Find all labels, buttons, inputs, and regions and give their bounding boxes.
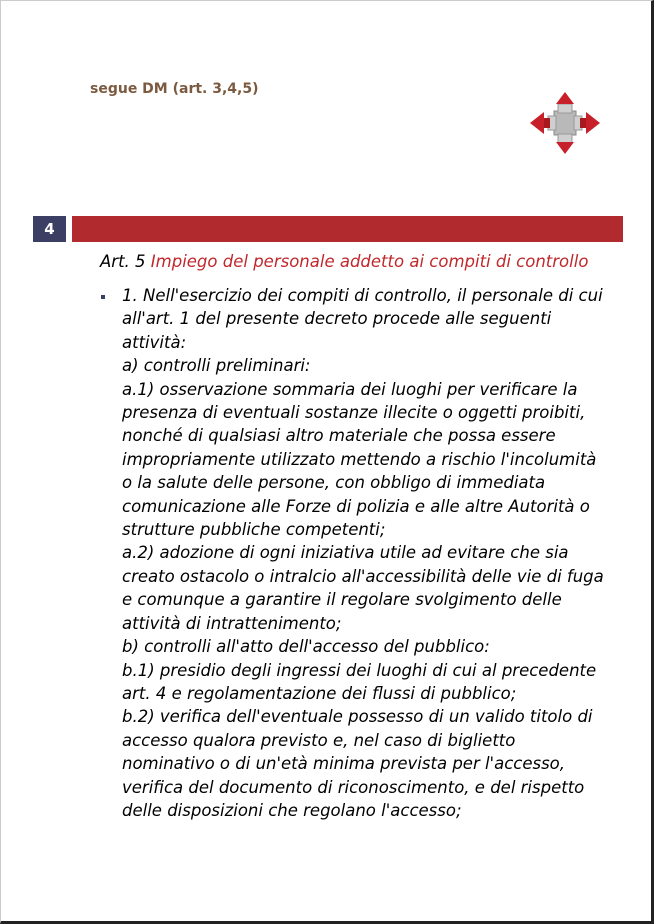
- body-line: strutture pubbliche competenti;: [122, 520, 386, 540]
- body-line: art. 4 e regolamentazione dei flussi di pubblico;: [122, 683, 517, 703]
- header-subtitle: segue DM (art. 3,4,5): [90, 81, 259, 97]
- slide-number-badge: 4: [33, 216, 66, 242]
- body-line: all'art. 1 del presente decreto procede alle seguenti: [122, 309, 552, 329]
- article-label: Art. 5: [100, 252, 146, 271]
- body-line: b.2) verifica dell'eventuale possesso di un valido titolo di: [122, 707, 593, 727]
- body-line: nominativo o di un'età minima prevista per l'accesso,: [122, 754, 566, 774]
- body-line: b) controlli all'atto dell'accesso del pubblico:: [122, 637, 490, 657]
- body-line: attività di intrattenimento;: [122, 613, 342, 633]
- article-heading: [100, 252, 588, 271]
- body-line: 1. Nell'esercizio dei compiti di controllo, il personale di cui: [122, 286, 603, 305]
- body-line: attività:: [122, 332, 187, 352]
- red-silver-arrows-logo-icon: [530, 92, 600, 154]
- article-title: Impiego del personale addetto ai compiti di controllo: [150, 252, 589, 271]
- body-line: nonché di qualsiasi altro materiale che possa essere: [122, 426, 556, 446]
- body-line: accesso qualora previsto e, nel caso di biglietto: [122, 730, 516, 750]
- body-line: a.2) adozione di ogni iniziativa utile ad evitare che sia: [122, 543, 569, 563]
- article-body: [122, 284, 604, 822]
- body-line: delle disposizioni che regolano l'accesso;: [122, 800, 462, 820]
- body-line: creato ostacolo o intralcio all'accessibilità delle vie di fuga: [122, 566, 604, 586]
- body-line: a) controlli preliminari:: [122, 356, 311, 376]
- body-line: verifica del documento di riconoscimento, e del rispetto: [122, 777, 585, 797]
- title-accent-bar: [72, 216, 623, 242]
- body-line: comunicazione alle Forze di polizia e alle altre Autorità o: [122, 496, 590, 516]
- body-line: b.1) presidio degli ingressi dei luoghi di cui al precedente: [122, 660, 597, 680]
- body-line: a.1) osservazione sommaria dei luoghi per verificare la: [122, 379, 578, 399]
- body-line: impropriamente utilizzato mettendo a rischio l'incolumità: [122, 449, 597, 469]
- body-line: e comunque a garantire il regolare svolgimento delle: [122, 590, 562, 610]
- body-line: o la salute delle persone, con obbligo di immediata: [122, 473, 546, 493]
- body-line: presenza di eventuali sostanze illecite o oggetti proibiti,: [122, 403, 586, 423]
- bullet-marker: [101, 295, 105, 299]
